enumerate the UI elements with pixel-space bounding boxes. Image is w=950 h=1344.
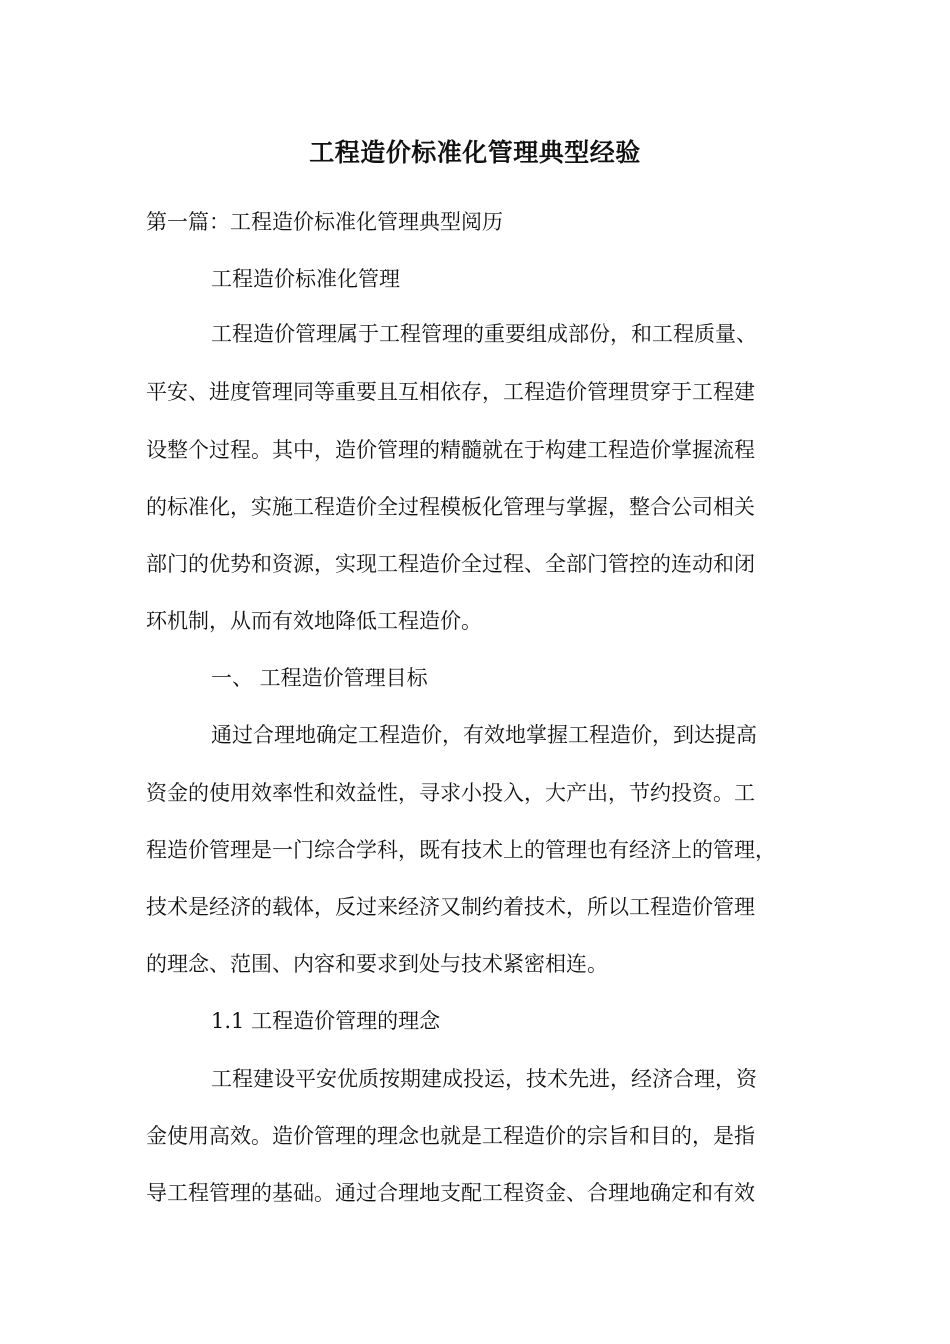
paragraph-line: 技术是经济的载体，反过来经济又制约着技术，所以工程造价管理: [146, 895, 755, 919]
paragraph-line: 导工程管理的基础。通过合理地支配工程资金、合理地确定和有效: [146, 1181, 755, 1205]
section-heading: 第一篇：工程造价标准化管理典型阅历: [146, 210, 503, 234]
paragraph-line: 的理念、范围、内容和要求到处与技术紧密相连。: [146, 952, 608, 976]
paragraph-line: 环机制，从而有效地降低工程造价。: [146, 609, 482, 633]
paragraph-line: 平安、进度管理同等重要且互相依存，工程造价管理贯穿于工程建: [146, 380, 755, 404]
paragraph-line: 工程造价管理属于工程管理的重要组成部份，和工程质量、: [211, 322, 757, 346]
subsection-heading: 工程造价标准化管理: [211, 267, 400, 291]
document-title: 工程造价标准化管理典型经验: [309, 138, 641, 167]
paragraph-line: 金使用高效。造价管理的理念也就是工程造价的宗旨和目的，是指: [146, 1124, 755, 1148]
paragraph-line: 工程建设平安优质按期建成投运，技术先进，经济合理，资: [211, 1067, 757, 1091]
numbered-heading: 一、 工程造价管理目标: [211, 666, 428, 690]
numbered-heading: 1.1 工程造价管理的理念: [211, 1009, 441, 1033]
paragraph-line: 程造价管理是一门综合学科，既有技术上的管理也有经济上的管理，: [146, 838, 776, 862]
paragraph-line: 通过合理地确定工程造价，有效地掌握工程造价，到达提高: [211, 723, 757, 747]
paragraph-line: 的标准化，实施工程造价全过程模板化管理与掌握，整合公司相关: [146, 495, 755, 519]
paragraph-line: 部门的优势和资源，实现工程造价全过程、全部门管控的连动和闭: [146, 552, 755, 576]
paragraph-line: 设整个过程。其中，造价管理的精髓就在于构建工程造价掌握流程: [146, 438, 755, 462]
paragraph-line: 资金的使用效率性和效益性，寻求小投入，大产出，节约投资。工: [146, 781, 755, 805]
